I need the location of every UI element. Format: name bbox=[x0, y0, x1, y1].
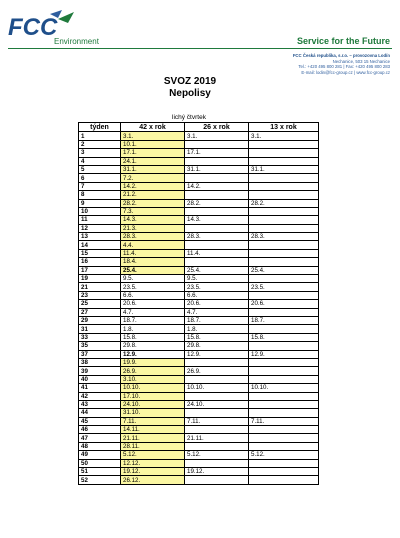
date-42x-cell: 24.1. bbox=[121, 157, 185, 165]
date-26x-cell: 24.10. bbox=[185, 400, 249, 408]
date-13x-cell bbox=[249, 149, 319, 157]
date-42x-cell: 26.12. bbox=[121, 476, 185, 484]
date-13x-cell bbox=[249, 275, 319, 283]
date-42x-cell: 7.3. bbox=[121, 207, 185, 215]
table-row bbox=[79, 174, 319, 182]
week-cell: 13 bbox=[79, 233, 121, 241]
date-13x-cell bbox=[249, 367, 319, 375]
week-cell: 1 bbox=[79, 132, 121, 140]
week-cell: 2 bbox=[79, 140, 121, 148]
date-13x-cell bbox=[249, 258, 319, 266]
date-26x-cell bbox=[185, 358, 249, 366]
table-row bbox=[79, 241, 319, 249]
date-42x-cell: 12.12. bbox=[121, 459, 185, 467]
week-cell: 27 bbox=[79, 308, 121, 316]
week-cell: 48 bbox=[79, 442, 121, 450]
week-cell: 15 bbox=[79, 249, 121, 257]
table-row bbox=[79, 442, 319, 450]
date-42x-cell: 21.11. bbox=[121, 434, 185, 442]
date-42x-cell: 23.5. bbox=[121, 283, 185, 291]
date-13x-cell: 20.6. bbox=[249, 300, 319, 308]
table-row bbox=[79, 216, 319, 224]
date-26x-cell bbox=[185, 426, 249, 434]
date-13x-cell bbox=[249, 409, 319, 417]
week-cell: 35 bbox=[79, 342, 121, 350]
header-week: týden bbox=[79, 123, 121, 132]
date-42x-cell: 31.1. bbox=[121, 165, 185, 173]
date-42x-cell: 17.10. bbox=[121, 392, 185, 400]
week-cell: 11 bbox=[79, 216, 121, 224]
table-row bbox=[79, 400, 319, 408]
date-42x-cell: 28.3. bbox=[121, 233, 185, 241]
table-row bbox=[79, 417, 319, 425]
week-cell: 52 bbox=[79, 476, 121, 484]
table-row bbox=[79, 350, 319, 358]
date-26x-cell bbox=[185, 258, 249, 266]
date-26x-cell bbox=[185, 174, 249, 182]
table-row bbox=[79, 224, 319, 232]
table-row bbox=[79, 358, 319, 366]
date-13x-cell bbox=[249, 342, 319, 350]
date-26x-cell: 15.8. bbox=[185, 333, 249, 341]
week-cell: 40 bbox=[79, 375, 121, 383]
date-13x-cell bbox=[249, 392, 319, 400]
date-13x-cell bbox=[249, 224, 319, 232]
date-26x-cell bbox=[185, 459, 249, 467]
date-26x-cell bbox=[185, 207, 249, 215]
date-42x-cell: 28.11. bbox=[121, 442, 185, 450]
table-row bbox=[79, 283, 319, 291]
week-cell: 46 bbox=[79, 426, 121, 434]
collection-schedule-table bbox=[78, 122, 319, 485]
date-26x-cell: 14.2. bbox=[185, 182, 249, 190]
table-row bbox=[79, 316, 319, 324]
date-26x-cell bbox=[185, 392, 249, 400]
date-26x-cell bbox=[185, 157, 249, 165]
contact-company: FCC Česká republika, s.r.o. – provozovna Lodín bbox=[292, 53, 390, 58]
date-13x-cell: 18.7. bbox=[249, 316, 319, 324]
week-cell: 44 bbox=[79, 409, 121, 417]
date-13x-cell: 7.11. bbox=[249, 417, 319, 425]
week-cell: 39 bbox=[79, 367, 121, 375]
slogan: Service for the Future bbox=[296, 36, 390, 46]
date-13x-cell: 5.12. bbox=[249, 451, 319, 459]
date-26x-cell: 31.1. bbox=[185, 165, 249, 173]
table-row bbox=[79, 157, 319, 165]
date-13x-cell bbox=[249, 249, 319, 257]
table-header-row bbox=[79, 123, 319, 132]
date-26x-cell: 19.12. bbox=[185, 468, 249, 476]
week-cell: 43 bbox=[79, 400, 121, 408]
date-13x-cell bbox=[249, 174, 319, 182]
date-13x-cell bbox=[249, 426, 319, 434]
week-cell: 50 bbox=[79, 459, 121, 467]
table-body bbox=[79, 132, 319, 484]
week-cell: 8 bbox=[79, 191, 121, 199]
week-cell: 23 bbox=[79, 291, 121, 299]
date-42x-cell: 19.12. bbox=[121, 468, 185, 476]
table-row bbox=[79, 275, 319, 283]
table-row bbox=[79, 300, 319, 308]
fcc-logo-icon bbox=[8, 8, 128, 48]
date-26x-cell: 17.1. bbox=[185, 149, 249, 157]
date-42x-cell: 7.2. bbox=[121, 174, 185, 182]
week-cell: 41 bbox=[79, 384, 121, 392]
date-42x-cell: 31.10. bbox=[121, 409, 185, 417]
week-cell: 7 bbox=[79, 182, 121, 190]
date-13x-cell bbox=[249, 325, 319, 333]
date-13x-cell: 28.3. bbox=[249, 233, 319, 241]
date-42x-cell: 5.12. bbox=[121, 451, 185, 459]
date-26x-cell bbox=[185, 191, 249, 199]
date-13x-cell bbox=[249, 375, 319, 383]
date-26x-cell: 5.12. bbox=[185, 451, 249, 459]
date-26x-cell: 7.11. bbox=[185, 417, 249, 425]
table-row bbox=[79, 266, 319, 274]
date-13x-cell bbox=[249, 459, 319, 467]
week-cell: 29 bbox=[79, 316, 121, 324]
date-26x-cell: 25.4. bbox=[185, 266, 249, 274]
contact-block bbox=[210, 53, 390, 75]
week-cell: 10 bbox=[79, 207, 121, 215]
date-26x-cell: 26.9. bbox=[185, 367, 249, 375]
week-cell: 12 bbox=[79, 224, 121, 232]
table-row bbox=[79, 291, 319, 299]
week-cell: 3 bbox=[79, 149, 121, 157]
table-row bbox=[79, 392, 319, 400]
table-row bbox=[79, 333, 319, 341]
date-13x-cell bbox=[249, 476, 319, 484]
table-row bbox=[79, 249, 319, 257]
date-13x-cell: 23.5. bbox=[249, 283, 319, 291]
table-row bbox=[79, 434, 319, 442]
week-cell: 25 bbox=[79, 300, 121, 308]
week-cell: 21 bbox=[79, 283, 121, 291]
header-13x: 13 x rok bbox=[249, 123, 319, 132]
week-cell: 16 bbox=[79, 258, 121, 266]
table-row bbox=[79, 375, 319, 383]
date-42x-cell: 24.10. bbox=[121, 400, 185, 408]
date-13x-cell bbox=[249, 400, 319, 408]
date-26x-cell bbox=[185, 476, 249, 484]
date-13x-cell: 12.9. bbox=[249, 350, 319, 358]
table-row bbox=[79, 149, 319, 157]
table-row bbox=[79, 258, 319, 266]
table-row bbox=[79, 476, 319, 484]
date-42x-cell: 18.7. bbox=[121, 316, 185, 324]
week-cell: 19 bbox=[79, 275, 121, 283]
date-26x-cell: 29.8. bbox=[185, 342, 249, 350]
date-42x-cell: 28.2. bbox=[121, 199, 185, 207]
date-26x-cell: 1.8. bbox=[185, 325, 249, 333]
date-42x-cell: 4.7. bbox=[121, 308, 185, 316]
date-13x-cell: 3.1. bbox=[249, 132, 319, 140]
schedule-day-label: lichý čtvrtek bbox=[172, 114, 206, 121]
date-26x-cell: 6.6. bbox=[185, 291, 249, 299]
date-42x-cell: 3.1. bbox=[121, 132, 185, 140]
contact-email: E-mail: lodin@fcc-group.cz | www.fcc-group.cz bbox=[301, 69, 390, 75]
date-26x-cell bbox=[185, 241, 249, 249]
table-row bbox=[79, 132, 319, 140]
date-13x-cell bbox=[249, 207, 319, 215]
week-cell: 4 bbox=[79, 157, 121, 165]
date-13x-cell bbox=[249, 182, 319, 190]
header-26x: 26 x rok bbox=[185, 123, 249, 132]
date-26x-cell bbox=[185, 140, 249, 148]
table-row bbox=[79, 207, 319, 215]
date-42x-cell: 20.6. bbox=[121, 300, 185, 308]
date-42x-cell: 12.9. bbox=[121, 350, 185, 358]
date-13x-cell bbox=[249, 291, 319, 299]
date-42x-cell: 3.10. bbox=[121, 375, 185, 383]
week-cell: 17 bbox=[79, 266, 121, 274]
date-26x-cell bbox=[185, 442, 249, 450]
header-42x: 42 x rok bbox=[121, 123, 185, 132]
table-row bbox=[79, 384, 319, 392]
table-row bbox=[79, 308, 319, 316]
date-13x-cell: 31.1. bbox=[249, 165, 319, 173]
week-cell: 9 bbox=[79, 199, 121, 207]
logo-text: FCC bbox=[8, 14, 58, 41]
date-13x-cell: 25.4. bbox=[249, 266, 319, 274]
date-26x-cell: 21.11. bbox=[185, 434, 249, 442]
date-42x-cell: 11.4. bbox=[121, 249, 185, 257]
date-13x-cell bbox=[249, 157, 319, 165]
table-row bbox=[79, 165, 319, 173]
date-42x-cell: 29.8. bbox=[121, 342, 185, 350]
date-42x-cell: 10.10. bbox=[121, 384, 185, 392]
date-13x-cell bbox=[249, 308, 319, 316]
date-13x-cell bbox=[249, 442, 319, 450]
date-42x-cell: 7.11. bbox=[121, 417, 185, 425]
week-cell: 31 bbox=[79, 325, 121, 333]
date-26x-cell: 12.9. bbox=[185, 350, 249, 358]
date-26x-cell: 10.10. bbox=[185, 384, 249, 392]
date-42x-cell: 10.1. bbox=[121, 140, 185, 148]
table-row bbox=[79, 199, 319, 207]
date-42x-cell: 21.2. bbox=[121, 191, 185, 199]
date-26x-cell: 28.2. bbox=[185, 199, 249, 207]
date-13x-cell bbox=[249, 434, 319, 442]
date-13x-cell bbox=[249, 358, 319, 366]
date-26x-cell: 4.7. bbox=[185, 308, 249, 316]
date-42x-cell: 14.2. bbox=[121, 182, 185, 190]
week-cell: 38 bbox=[79, 358, 121, 366]
contact-address: Nechanice, 503 15 Nechanice bbox=[332, 58, 390, 64]
date-26x-cell bbox=[185, 224, 249, 232]
date-42x-cell: 4.4. bbox=[121, 241, 185, 249]
contact-phone: Tel.: +420 495 800 281 | Fax: +420 495 800 283 bbox=[298, 64, 390, 70]
week-cell: 51 bbox=[79, 468, 121, 476]
table-row bbox=[79, 182, 319, 190]
date-42x-cell: 14.11. bbox=[121, 426, 185, 434]
date-13x-cell bbox=[249, 241, 319, 249]
table-row bbox=[79, 140, 319, 148]
week-cell: 49 bbox=[79, 451, 121, 459]
date-42x-cell: 25.4. bbox=[121, 266, 185, 274]
date-42x-cell: 21.3. bbox=[121, 224, 185, 232]
date-42x-cell: 15.8. bbox=[121, 333, 185, 341]
date-26x-cell: 11.4. bbox=[185, 249, 249, 257]
table-row bbox=[79, 191, 319, 199]
date-13x-cell: 28.2. bbox=[249, 199, 319, 207]
table-row bbox=[79, 459, 319, 467]
table-row bbox=[79, 367, 319, 375]
week-cell: 45 bbox=[79, 417, 121, 425]
date-13x-cell bbox=[249, 216, 319, 224]
table-row bbox=[79, 451, 319, 459]
week-cell: 6 bbox=[79, 174, 121, 182]
date-26x-cell bbox=[185, 375, 249, 383]
date-42x-cell: 18.4. bbox=[121, 258, 185, 266]
table-row bbox=[79, 468, 319, 476]
table-row bbox=[79, 233, 319, 241]
table-row bbox=[79, 342, 319, 350]
date-26x-cell: 20.6. bbox=[185, 300, 249, 308]
date-26x-cell: 14.3. bbox=[185, 216, 249, 224]
week-cell: 5 bbox=[79, 165, 121, 173]
header-divider bbox=[8, 48, 392, 49]
document-subtitle: Nepolisy bbox=[169, 88, 211, 99]
date-26x-cell: 28.3. bbox=[185, 233, 249, 241]
table-row bbox=[79, 325, 319, 333]
date-13x-cell bbox=[249, 140, 319, 148]
date-42x-cell: 14.3. bbox=[121, 216, 185, 224]
date-13x-cell: 10.10. bbox=[249, 384, 319, 392]
date-42x-cell: 9.5. bbox=[121, 275, 185, 283]
date-42x-cell: 26.9. bbox=[121, 367, 185, 375]
week-cell: 37 bbox=[79, 350, 121, 358]
date-13x-cell bbox=[249, 191, 319, 199]
week-cell: 47 bbox=[79, 434, 121, 442]
date-26x-cell: 23.5. bbox=[185, 283, 249, 291]
date-42x-cell: 19.9. bbox=[121, 358, 185, 366]
date-26x-cell: 3.1. bbox=[185, 132, 249, 140]
date-42x-cell: 17.1. bbox=[121, 149, 185, 157]
week-cell: 14 bbox=[79, 241, 121, 249]
table-row bbox=[79, 409, 319, 417]
date-13x-cell bbox=[249, 468, 319, 476]
date-26x-cell: 18.7. bbox=[185, 316, 249, 324]
logo-subtext: Environment bbox=[54, 37, 99, 46]
date-42x-cell: 6.6. bbox=[121, 291, 185, 299]
fcc-logo bbox=[8, 8, 128, 48]
document-title: SVOZ 2019 bbox=[163, 76, 217, 87]
date-13x-cell: 15.8. bbox=[249, 333, 319, 341]
table-row bbox=[79, 426, 319, 434]
date-26x-cell: 9.5. bbox=[185, 275, 249, 283]
date-42x-cell: 1.8. bbox=[121, 325, 185, 333]
week-cell: 42 bbox=[79, 392, 121, 400]
date-26x-cell bbox=[185, 409, 249, 417]
week-cell: 33 bbox=[79, 333, 121, 341]
